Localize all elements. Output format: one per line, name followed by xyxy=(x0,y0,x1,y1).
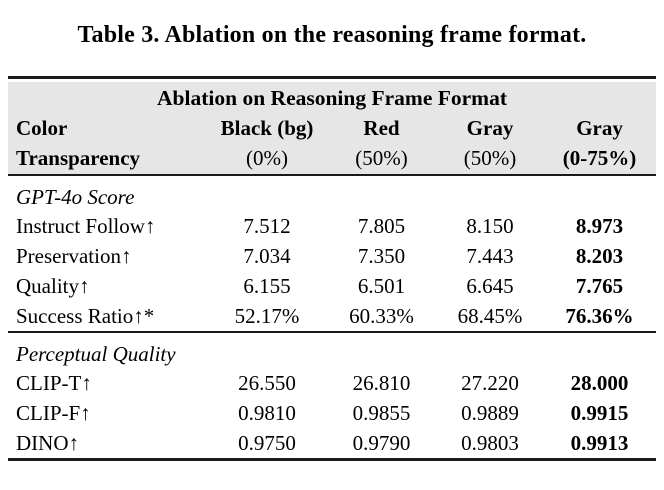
metric-value: 6.645 xyxy=(466,273,514,298)
table-row xyxy=(8,398,656,428)
metric-value: 6.501 xyxy=(357,273,406,298)
metric-label: CLIP-F↑ xyxy=(16,400,91,425)
metric-value: 0.9750 xyxy=(238,430,296,455)
band-title: Ablation on Reasoning Frame Format xyxy=(8,82,656,114)
metric-value-best: 8.973 xyxy=(575,213,624,238)
ablation-table-container xyxy=(8,76,656,461)
metric-label: Quality↑ xyxy=(16,273,90,298)
metric-value: 7.350 xyxy=(357,243,406,268)
metric-value: 52.17% xyxy=(208,301,326,332)
table-row xyxy=(8,241,656,271)
metric-label: DINO↑ xyxy=(16,430,79,455)
metric-label: Instruct Follow↑ xyxy=(16,213,156,238)
metric-value-best: 76.36% xyxy=(543,301,656,332)
col-header-gray: Gray xyxy=(437,114,543,143)
header-transparency-label: Transparency xyxy=(8,143,208,175)
table-row xyxy=(8,428,656,458)
metric-value: 7.443 xyxy=(466,243,514,268)
col-sub-50pct-gray: (50%) xyxy=(437,143,543,175)
metric-value: 7.034 xyxy=(243,243,291,268)
header-color-label: Color xyxy=(8,114,208,143)
metric-label: Success Ratio↑* xyxy=(8,301,208,332)
metric-value: 7.805 xyxy=(357,213,406,238)
col-header-black-bg: Black (bg) xyxy=(208,114,326,143)
table-row xyxy=(8,211,656,241)
col-sub-0pct: (0%) xyxy=(208,143,326,175)
metric-value: 7.512 xyxy=(243,213,291,238)
header-row-transparency xyxy=(8,143,656,175)
metric-value: 60.33% xyxy=(326,301,437,332)
metric-value-best: 0.9913 xyxy=(570,430,629,455)
metric-value: 6.155 xyxy=(243,273,291,298)
metric-value-best: 28.000 xyxy=(570,370,629,395)
metric-value: 68.45% xyxy=(437,301,543,332)
metric-value: 0.9889 xyxy=(461,400,519,425)
metric-value: 0.9810 xyxy=(238,400,296,425)
ablation-table xyxy=(8,82,656,458)
section-label: Perceptual Quality xyxy=(16,341,176,366)
section-gpt4o-score xyxy=(8,175,656,211)
metric-value: 0.9855 xyxy=(352,400,411,425)
col-sub-50pct-red: (50%) xyxy=(326,143,437,175)
header-row-color xyxy=(8,114,656,143)
metric-value: 8.150 xyxy=(466,213,514,238)
table-row xyxy=(8,301,656,332)
col-header-gray-range: Gray xyxy=(543,114,656,143)
section-perceptual-quality xyxy=(8,332,656,368)
bottom-rule xyxy=(8,458,656,461)
metric-value: 0.9790 xyxy=(352,430,411,455)
section-label: GPT-4o Score xyxy=(16,184,135,209)
metric-value: 27.220 xyxy=(461,370,519,395)
table-caption: Table 3. Ablation on the reasoning frame format. xyxy=(77,22,587,48)
col-header-red: Red xyxy=(326,114,437,143)
col-sub-0-75pct: (0-75%) xyxy=(543,143,656,175)
metric-value-best: 8.203 xyxy=(575,243,624,268)
metric-label: Preservation↑ xyxy=(16,243,132,268)
metric-value: 26.550 xyxy=(238,370,296,395)
metric-value: 0.9803 xyxy=(461,430,519,455)
metric-label: CLIP-T↑ xyxy=(16,370,92,395)
metric-value: 26.810 xyxy=(352,370,411,395)
metric-value-best: 0.9915 xyxy=(570,400,629,425)
table-row xyxy=(8,271,656,301)
table-row xyxy=(8,368,656,398)
metric-value-best: 7.765 xyxy=(575,273,624,298)
band-title-row xyxy=(8,82,656,114)
